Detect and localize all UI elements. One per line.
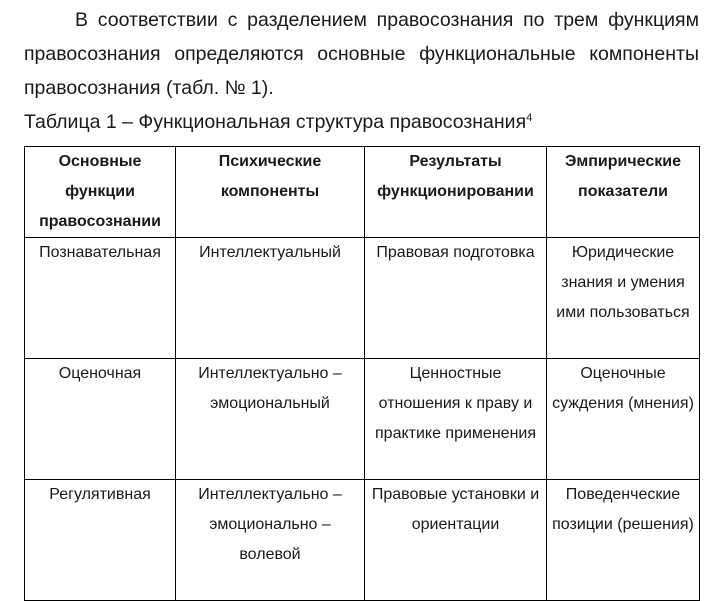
table-cell: Интеллектуально – эмоциональный bbox=[176, 359, 365, 480]
table-caption-text: Таблица 1 – Функциональная структура правосознания bbox=[24, 111, 527, 133]
header-cell: Эмпирические показатели bbox=[547, 147, 700, 238]
header-cell: Психические компоненты bbox=[176, 147, 365, 238]
table-cell: Интеллектуально – эмоционально – волевой bbox=[176, 480, 365, 601]
table-cell: Познавательная bbox=[25, 238, 176, 359]
table-cell: Ценностные отношения к праву и практике применения bbox=[365, 359, 547, 480]
table-row bbox=[25, 238, 700, 359]
table-row bbox=[25, 480, 700, 601]
functional-structure-table bbox=[24, 146, 700, 601]
table-cell: Правовые установки и ориентации bbox=[365, 480, 547, 601]
table-cell: Юридические знания и умения ими пользоваться bbox=[547, 238, 700, 359]
table-cell: Оценочные суждения (мнения) bbox=[547, 359, 700, 480]
header-cell: Результаты функционировании bbox=[365, 147, 547, 238]
footnote-marker: 4 bbox=[526, 112, 533, 124]
table-header-row bbox=[25, 147, 700, 238]
intro-paragraph-text: В соответствии с разделением правосознания по трем функциям правосознания определяются основные функциональные компоненты правосознания (табл. № 1). bbox=[24, 9, 699, 99]
table-row bbox=[25, 359, 700, 480]
table-cell: Интеллектуальный bbox=[176, 238, 365, 359]
header-cell: Основные функции правосознании bbox=[25, 147, 176, 238]
table-cell: Поведенческие позиции (решения) bbox=[547, 480, 700, 601]
table-cell: Правовая подготовка bbox=[365, 238, 547, 359]
table-cell: Оценочная bbox=[25, 359, 176, 480]
table-caption bbox=[24, 105, 699, 139]
document-page bbox=[24, 0, 699, 139]
intro-paragraph bbox=[24, 0, 699, 105]
table-cell: Регулятивная bbox=[25, 480, 176, 601]
